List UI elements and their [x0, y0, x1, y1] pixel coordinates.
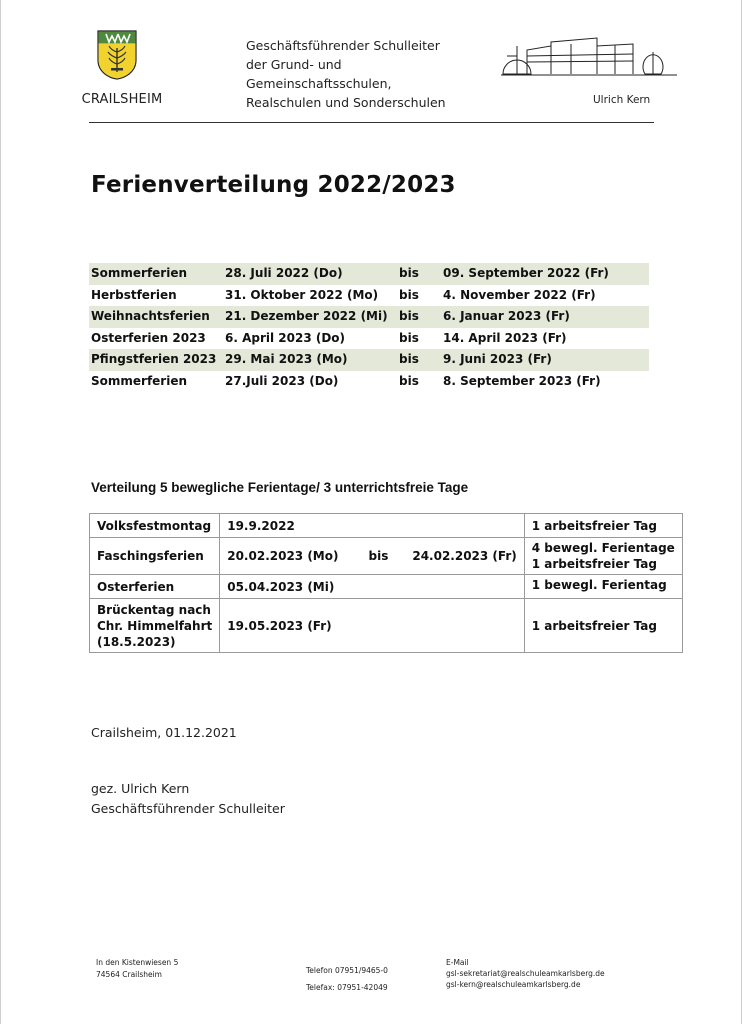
cell-text: 24.02.2023 (Fr): [412, 549, 517, 563]
phone-number: Telefon 07951/9465-0: [306, 966, 388, 975]
distribution-table: [89, 513, 683, 653]
distribution-title: Verteilung 5 bewegliche Ferientage/ 3 unterrichtsfreie Tage: [91, 480, 469, 495]
footer-phone: [306, 962, 388, 996]
distribution-type: [524, 575, 682, 599]
holiday-table: [89, 263, 649, 393]
holiday-name: Sommerferien: [91, 266, 188, 280]
holiday-bis: bis: [399, 330, 419, 345]
email-label: E-Mail: [446, 958, 469, 967]
cell-text: 20.02.2023 (Mo): [227, 549, 339, 563]
holiday-row: [89, 349, 649, 371]
table-row: [90, 538, 683, 575]
distribution-name: [90, 599, 220, 653]
cell-text: Chr. Himmelfahrt: [97, 618, 213, 633]
holiday-row: [89, 306, 649, 328]
address-line: 74564 Crailsheim: [96, 970, 162, 979]
crailsheim-crest-icon: [97, 30, 137, 80]
signature-name: gez. Ulrich Kern: [91, 781, 190, 796]
place-date: Crailsheim, 01.12.2021: [91, 725, 237, 740]
holiday-row: [89, 285, 649, 307]
holiday-end: 09. September 2022 (Fr): [443, 266, 609, 280]
holiday-name: Pfingstferien 2023: [91, 352, 217, 367]
office-line: der Grund- und: [246, 57, 342, 72]
distribution-date: [220, 514, 525, 538]
holiday-start: 27.Juli 2023 (Do): [225, 373, 339, 388]
distribution-date: [220, 599, 525, 653]
distribution-name: [90, 575, 220, 599]
fax-number: Telefax: 07951-42049: [306, 983, 388, 992]
holiday-row: [89, 371, 649, 393]
cell-text: 1 arbeitsfreier Tag: [531, 557, 657, 571]
email-address[interactable]: gsl-sekretariat@realschuleamkarlsberg.de: [446, 969, 605, 978]
holiday-name: Herbstferien: [91, 287, 177, 302]
holiday-row: [89, 328, 649, 350]
distribution-name: [90, 514, 220, 538]
holiday-name: Sommerferien: [91, 373, 188, 388]
office-description: [246, 36, 446, 112]
school-building-icon: [501, 36, 677, 78]
holiday-bis: bis: [399, 266, 419, 280]
office-line: Realschulen und Sonderschulen: [246, 95, 446, 110]
cell-text: 05.04.2023 (Mi): [227, 579, 335, 594]
holiday-name: Weihnachtsferien: [91, 309, 210, 324]
cell-text: Brückentag nach: [97, 602, 211, 617]
email-address[interactable]: gsl-kern@realschuleamkarlsberg.de: [446, 980, 581, 989]
holiday-start: 6. April 2023 (Do): [225, 330, 346, 345]
holiday-bis: bis: [399, 373, 419, 388]
distribution-name: [90, 538, 220, 575]
header-person-name: Ulrich Kern: [593, 94, 651, 106]
distribution-date: [220, 575, 525, 599]
cell-text: 1 arbeitsfreier Tag: [531, 518, 657, 533]
holiday-bis: bis: [399, 352, 419, 367]
office-line: Gemeinschaftsschulen,: [246, 76, 392, 91]
footer-email: [446, 957, 605, 990]
holiday-end: 6. Januar 2023 (Fr): [443, 309, 570, 324]
holiday-end: 9. Juni 2023 (Fr): [443, 352, 552, 367]
cell-text: Volksfestmontag: [97, 518, 212, 533]
signature-role: Geschäftsführender Schulleiter: [91, 801, 285, 816]
holiday-end: 8. September 2023 (Fr): [443, 373, 601, 388]
holiday-start: 21. Dezember 2022 (Mi): [225, 309, 388, 324]
cell-text: 4 bewegl. Ferientage: [531, 541, 675, 555]
holiday-start: 29. Mai 2023 (Mo): [225, 352, 348, 367]
table-row: [90, 599, 683, 653]
header-divider: [89, 122, 654, 123]
signature-block: [91, 779, 285, 819]
distribution-date: [220, 538, 525, 575]
cell-text: 19.9.2022: [227, 518, 295, 533]
holiday-row: [89, 263, 649, 285]
cell-text: 19.05.2023 (Fr): [227, 618, 332, 633]
cell-text: bis: [368, 549, 389, 563]
holiday-bis: bis: [399, 309, 419, 324]
cell-text: Faschingsferien: [97, 549, 204, 563]
holiday-start: 31. Oktober 2022 (Mo): [225, 287, 379, 302]
distribution-type: [524, 599, 682, 653]
office-line: Geschäftsführender Schulleiter: [246, 38, 440, 53]
holiday-start: 28. Juli 2022 (Do): [225, 266, 343, 280]
distribution-type: [524, 538, 682, 575]
distribution-type: [524, 514, 682, 538]
table-row: [90, 575, 683, 599]
address-line: In den Kistenwiesen 5: [96, 958, 179, 967]
cell-text: 1 bewegl. Ferientag: [531, 578, 667, 592]
footer-address: [96, 957, 178, 981]
table-row: [90, 514, 683, 538]
cell-text: 1 arbeitsfreier Tag: [531, 618, 657, 633]
cell-text: Osterferien: [97, 579, 175, 594]
page-title: Ferienverteilung 2022/2023: [91, 172, 456, 198]
holiday-end: 14. April 2023 (Fr): [443, 330, 567, 345]
holiday-bis: bis: [399, 287, 419, 302]
city-name: CRAILSHEIM: [81, 92, 163, 107]
holiday-end: 4. November 2022 (Fr): [443, 287, 596, 302]
holiday-name: Osterferien 2023: [91, 330, 206, 345]
cell-text: (18.5.2023): [97, 634, 176, 649]
